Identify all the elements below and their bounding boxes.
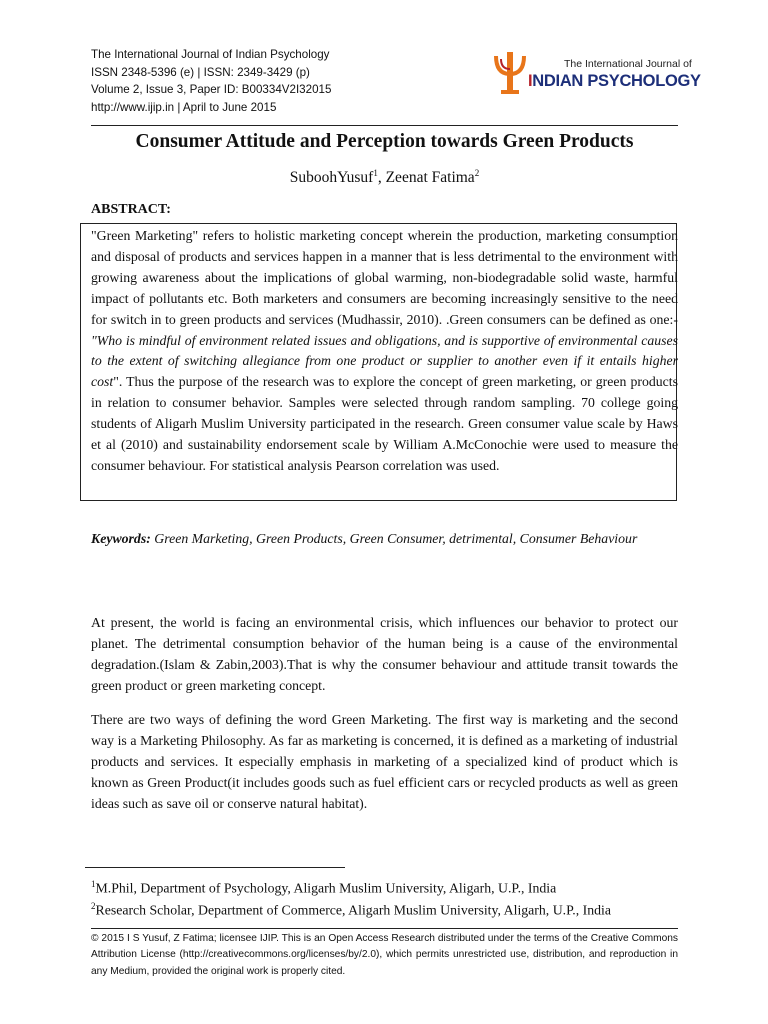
- abstract-text-start: "Green Marketing" refers to holistic marketing concept wherein the production, marketing consumption and disposal of products and services happen in a manner that is less detrimental to the environment with growing awareness about the implications of global warming, non-biodegradable solid waste, harmful impact of pollutants etc. Both marketers and consumers are becoming increasingly sensitive to the need for switch in to green products and services (Mudhassir, 2010). .Green consumers can be defined as one:-: [91, 228, 678, 327]
- abstract-heading: ABSTRACT:: [91, 202, 171, 217]
- keywords-label: Keywords:: [91, 531, 151, 546]
- author-separator: ,: [377, 169, 386, 187]
- logo-title: [528, 72, 701, 91]
- abstract-text: [91, 226, 678, 477]
- footnote-2: [91, 901, 691, 919]
- abstract-text-end: ". Thus the purpose of the research was to explore the concept of green marketing, or green products in relation to consumer behavior. Samples were selected through random sampling. 70 college going students of Aligarh Muslim University participated in the research. Green consumer value scale by Haws et al (2010) and sustainability endorsement scale by William A.McConochie were used to measure the consumer behaviour. For statistical analysis Pearson correlation was used.: [91, 374, 678, 473]
- abstract-quote: "Who is mindful of environment related issues and obligations, and is supportive of environmental causes to the extent of switching allegiance from one product or supplier to another even if it entails higher cost: [91, 332, 678, 390]
- footnote-1-text: M.Phil, Department of Psychology, Aligarh Muslim University, Aligarh, U.P., India: [95, 880, 557, 896]
- footnote-divider: [85, 867, 345, 868]
- footnote-1: [91, 879, 691, 897]
- volume-line: Volume 2, Issue 3, Paper ID: B00334V2I32015: [91, 83, 332, 97]
- paper-title: Consumer Attitude and Perception towards Green Products: [135, 131, 634, 152]
- url-date-line: http://www.ijip.in | April to June 2015: [91, 100, 277, 114]
- author-2: Zeenat Fatima: [385, 169, 475, 187]
- author-line: [91, 168, 678, 187]
- journal-logo: [492, 48, 701, 98]
- footnote-1-mark: 1: [91, 879, 96, 889]
- footnote-2-text: Research Scholar, Department of Commerce, Aligarh Muslim University, Aligarh, U.P., India: [95, 902, 611, 918]
- footnote-2-mark: 2: [91, 901, 96, 911]
- psi-symbol-logo-icon: [492, 50, 528, 98]
- keywords-list: Green Marketing, Green Products, Green Consumer, detrimental, Consumer Behaviour: [150, 531, 638, 546]
- header-divider: [91, 125, 678, 126]
- author-2-affiliation-mark: 2: [474, 168, 480, 178]
- logo-initial: I: [528, 72, 533, 90]
- journal-header: [91, 46, 431, 116]
- license-notice: © 2015 I S Yusuf, Z Fatima; licensee IJIP. This is an Open Access Research distributed under the terms of the Creative Commons Attribution License (http://creativecommons.org/licenses/by/2.0), which permits unrestricted use, distribution, and reproduction in any Medium, provided the original work is properly cited.: [91, 933, 678, 977]
- body-paragraph-1: At present, the world is facing an environmental crisis, which influences our behavior to protect our planet. The detrimental consumption behavior of the human being is a cause of the environmental degradation.(Islam & Zabin,2003).That is why the consumer behaviour and attitude transit towards the green product or green marketing concept.: [91, 615, 678, 693]
- logo-title-rest: NDIAN PSYCHOLOGY: [532, 72, 701, 90]
- author-1-affiliation-mark: 1: [373, 168, 378, 178]
- license-divider: [91, 928, 678, 929]
- journal-name: The International Journal of Indian Psychology: [91, 48, 330, 61]
- keywords: [91, 526, 678, 552]
- author-1: SuboohYusuf: [289, 169, 374, 187]
- issn-line: ISSN 2348-5396 (e) | ISSN: 2349-3429 (p): [91, 65, 310, 79]
- body-paragraph-2: There are two ways of defining the word Green Marketing. The first way is marketing and the second way is a Marketing Philosophy. As far as marketing is concerned, it is defined as a marketing of industrial products and services. It especially emphasis in marketing of a specialized kind of product which is known as Green Product(it includes goods such as fuel efficient cars or recycled products as well as green ideas such as save oil or conserve natural habitat).: [91, 712, 678, 811]
- logo-subtitle: The International Journal of: [564, 58, 692, 70]
